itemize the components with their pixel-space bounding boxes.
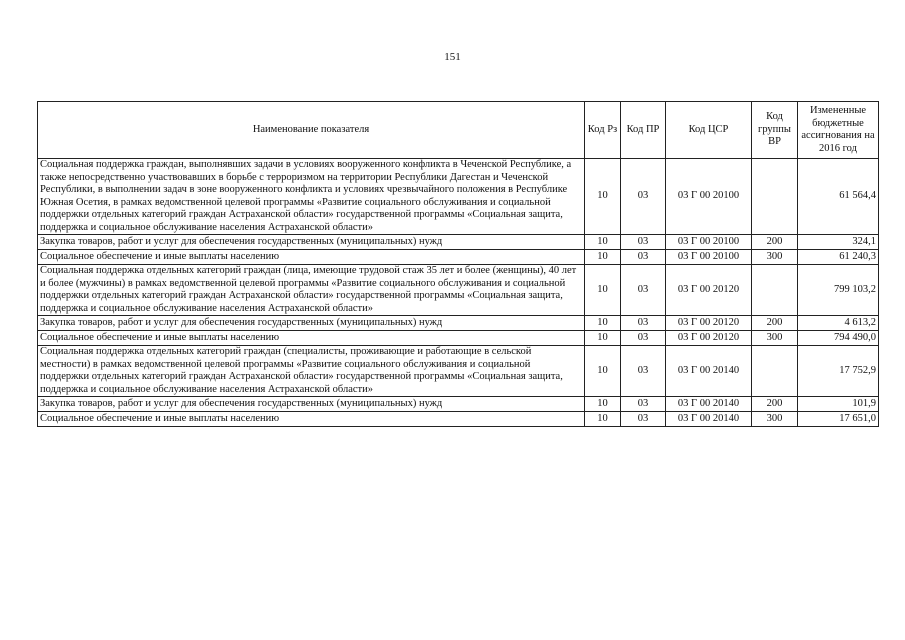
row-amount: 101,9 [798,397,879,412]
row-vr: 300 [752,331,798,346]
row-vr [752,346,798,397]
table-header [38,102,879,159]
row-pr: 03 [621,397,666,412]
header-pr: Код ПР [621,102,666,159]
row-csr: 03 Г 00 20120 [666,316,752,331]
row-amount: 4 613,2 [798,316,879,331]
row-rz: 10 [585,250,621,265]
row-pr: 03 [621,235,666,250]
row-rz: 10 [585,412,621,427]
table-row [38,235,879,250]
row-name: Социальная поддержка отдельных категорий граждан (лица, имеющие трудовой стаж 35 лет и более (женщины), 40 лет и более (мужчины) в рамках ведомственной целевой программы «Развитие социального обслуживания и социальной поддержки отдельных категорий граждан Астраханской области» государственной программы «Социальная защита, поддержка и социальное обслуживание населения Астраханской области» [38,265,585,316]
row-rz: 10 [585,397,621,412]
header-amount: Измененные бюджетные ассигнования на 2016 год [798,102,879,159]
row-amount: 794 490,0 [798,331,879,346]
row-amount: 61 240,3 [798,250,879,265]
table-row [38,331,879,346]
table-body [38,159,879,427]
row-amount: 61 564,4 [798,159,879,235]
row-pr: 03 [621,412,666,427]
row-amount: 17 651,0 [798,412,879,427]
row-amount: 324,1 [798,235,879,250]
budget-table [37,101,879,427]
row-name: Закупка товаров, работ и услуг для обеспечения государственных (муниципальных) нужд [38,235,585,250]
row-csr: 03 Г 00 20120 [666,265,752,316]
table-row [38,346,879,397]
header-vr: Код группы ВР [752,102,798,159]
table-row [38,250,879,265]
row-rz: 10 [585,265,621,316]
row-csr: 03 Г 00 20140 [666,346,752,397]
row-vr: 300 [752,412,798,427]
row-csr: 03 Г 00 20120 [666,331,752,346]
row-name: Закупка товаров, работ и услуг для обеспечения государственных (муниципальных) нужд [38,316,585,331]
row-csr: 03 Г 00 20100 [666,159,752,235]
row-rz: 10 [585,331,621,346]
row-vr: 200 [752,316,798,331]
row-name: Социальное обеспечение и иные выплаты населению [38,331,585,346]
table-row [38,265,879,316]
row-csr: 03 Г 00 20100 [666,250,752,265]
table-row [38,159,879,235]
row-name: Закупка товаров, работ и услуг для обеспечения государственных (муниципальных) нужд [38,397,585,412]
row-name: Социальное обеспечение и иные выплаты населению [38,412,585,427]
row-vr [752,265,798,316]
row-pr: 03 [621,346,666,397]
row-amount: 799 103,2 [798,265,879,316]
row-vr: 300 [752,250,798,265]
row-vr: 200 [752,235,798,250]
row-amount: 17 752,9 [798,346,879,397]
header-csr: Код ЦСР [666,102,752,159]
row-csr: 03 Г 00 20140 [666,397,752,412]
row-vr [752,159,798,235]
row-name: Социальное обеспечение и иные выплаты населению [38,250,585,265]
row-rz: 10 [585,235,621,250]
table-row [38,397,879,412]
table-row [38,316,879,331]
header-name: Наименование показателя [38,102,585,159]
row-pr: 03 [621,331,666,346]
table-row [38,412,879,427]
row-vr: 200 [752,397,798,412]
row-name: Социальная поддержка отдельных категорий граждан (специалисты, проживающие и работающие в сельской местности) в рамках ведомственной целевой программы «Развитие социального обслуживания и социальной поддержки отдельных категорий граждан Астраханской области» государственной программы «Социальная защита, поддержка и социальное обслуживание населения Астраханской области» [38,346,585,397]
header-rz: Код Рз [585,102,621,159]
row-csr: 03 Г 00 20100 [666,235,752,250]
row-pr: 03 [621,250,666,265]
row-csr: 03 Г 00 20140 [666,412,752,427]
row-pr: 03 [621,159,666,235]
row-pr: 03 [621,316,666,331]
row-pr: 03 [621,265,666,316]
row-rz: 10 [585,316,621,331]
row-rz: 10 [585,346,621,397]
row-rz: 10 [585,159,621,235]
page-number: 151 [444,51,461,63]
row-name: Социальная поддержка граждан, выполнявших задачи в условиях вооруженного конфликта в Чеченской Республике, а также непосредственно участвовавших в борьбе с терроризмом на территории Республики Дагестан и Чеченской Республики, в выполнении задач в зоне вооруженного конфликта и условиях чрезвычайного положения в Республике Южная Осетия, в рамках ведомственной целевой программы «Развитие социального обслуживания и социальной поддержки отдельных категорий граждан Астраханской области» государственной программы «Социальная защита, поддержка и социальное обслуживание населения Астраханской области» [38,159,585,235]
